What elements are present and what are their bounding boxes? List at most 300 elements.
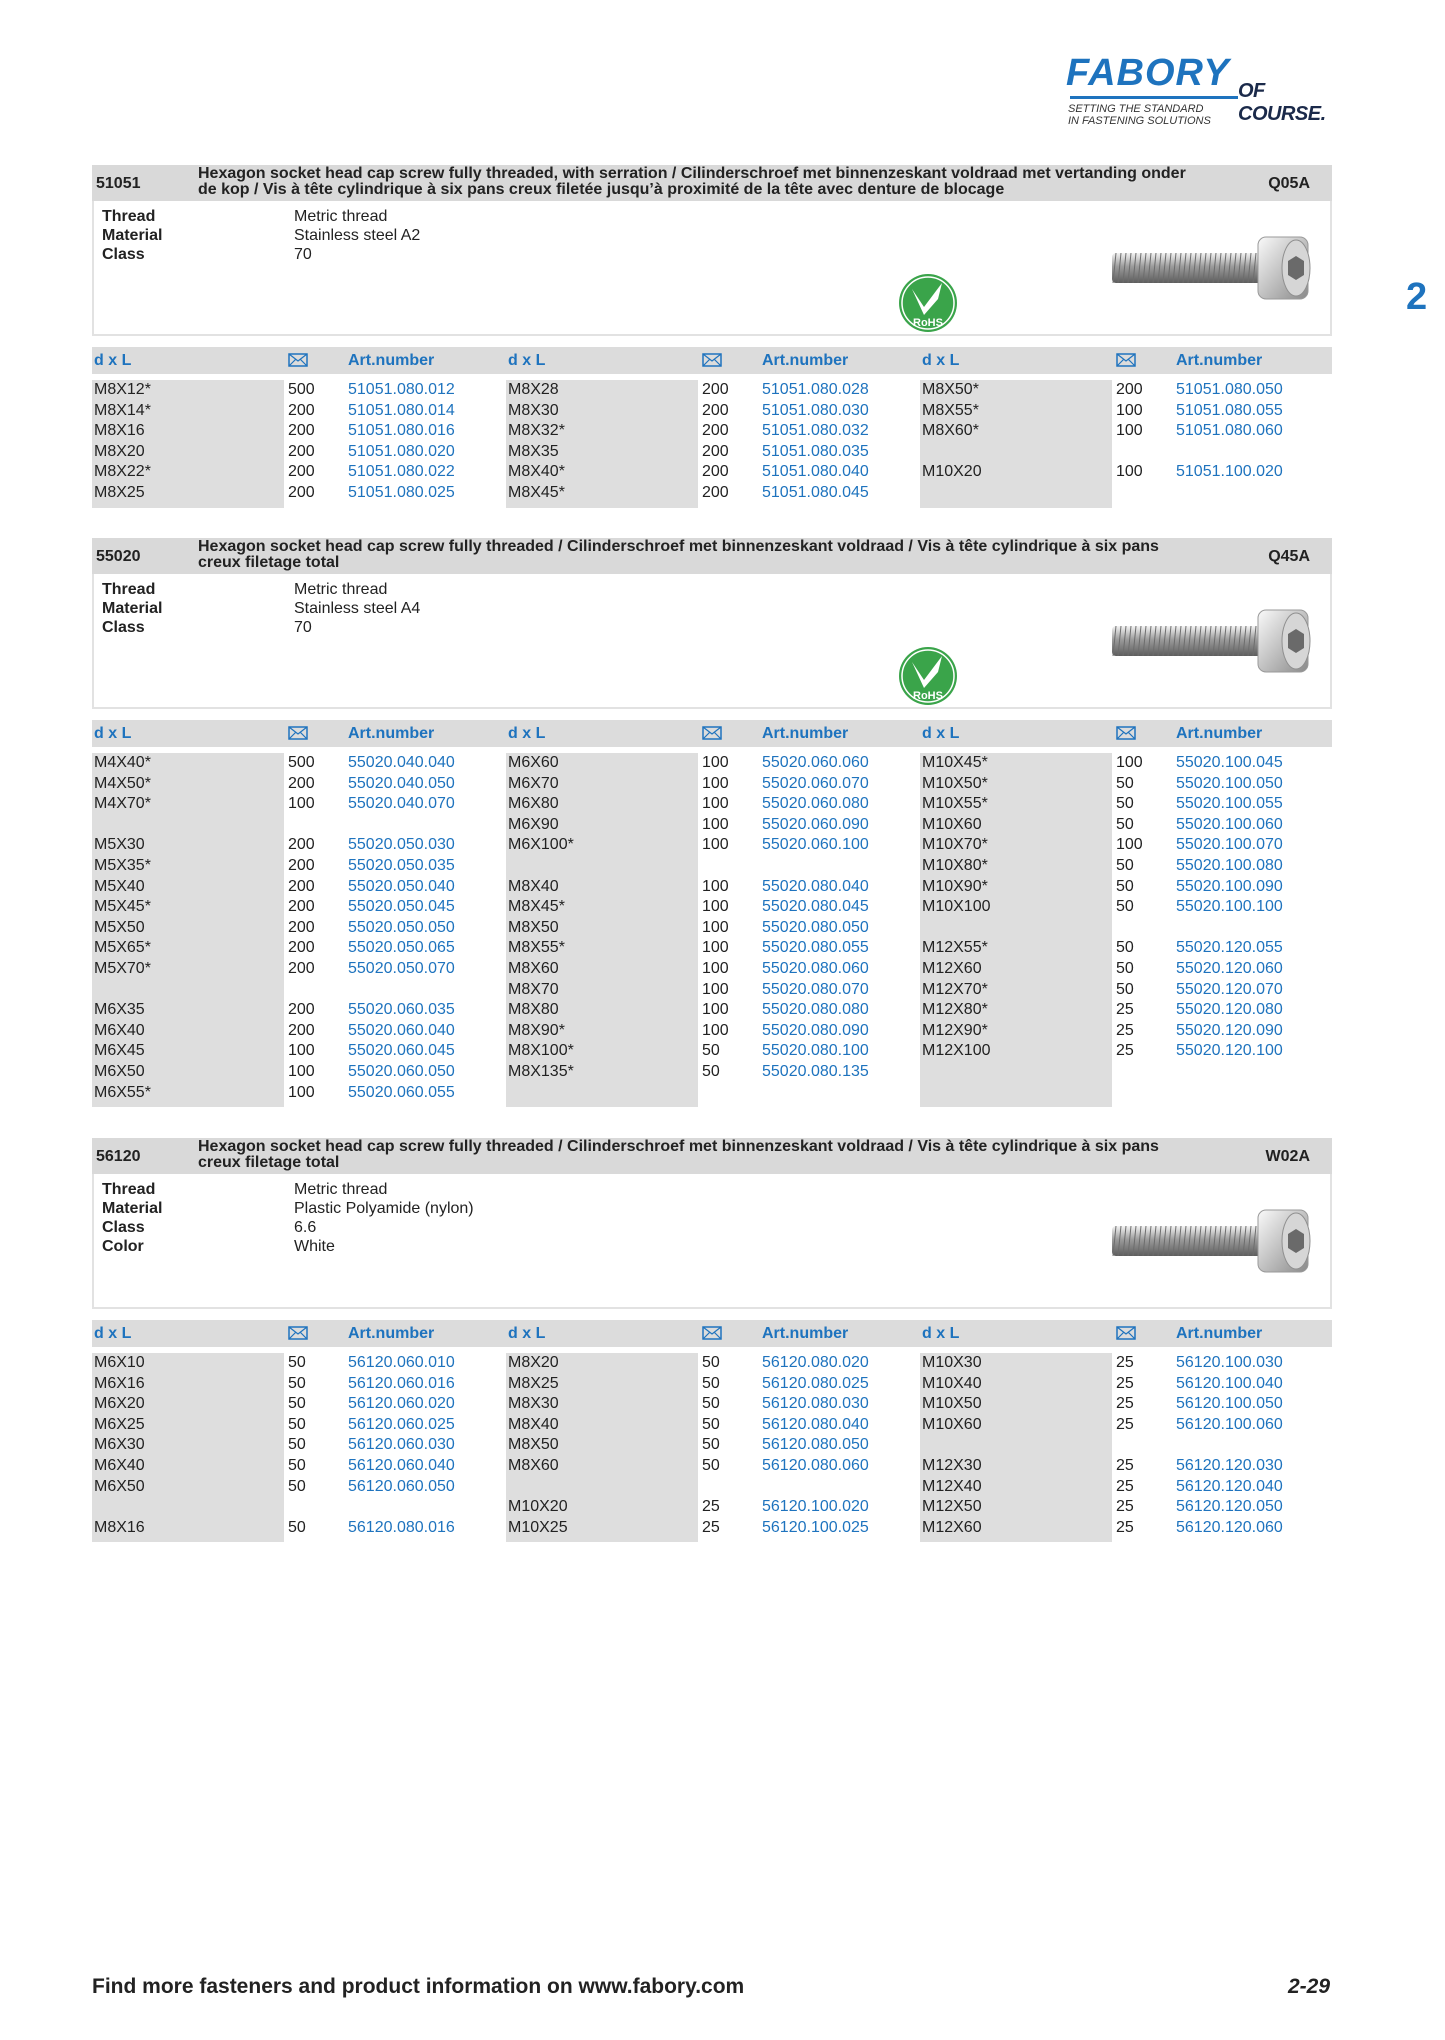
- spec-label: Class: [102, 1219, 145, 1236]
- spec-value: Metric thread: [294, 1181, 388, 1198]
- spec-label: Material: [102, 227, 163, 244]
- chapter-number: 2: [1406, 276, 1428, 318]
- spec-value: White: [294, 1238, 335, 1255]
- section-header: [92, 165, 1332, 201]
- product-table: [92, 753, 1332, 1109]
- spec-label: Class: [102, 246, 145, 263]
- size-cell: M8X40*: [508, 463, 565, 481]
- quantity-cell: 100: [1116, 463, 1143, 481]
- quantity-cell: 200: [702, 463, 729, 481]
- article-number-link[interactable]: 55020.080.100: [762, 1042, 869, 1060]
- article-number-link[interactable]: 55020.050.035: [348, 857, 455, 874]
- quantity-cell: 100: [702, 1001, 729, 1019]
- article-number-link[interactable]: 51051.080.028: [762, 381, 869, 398]
- quantity-cell: 50: [288, 1354, 306, 1371]
- quantity-cell: 50: [1116, 877, 1134, 895]
- article-number-link[interactable]: 55020.060.060: [762, 754, 869, 771]
- quantity-cell: 100: [1116, 754, 1143, 771]
- quantity-cell: 200: [702, 422, 729, 440]
- spec-row: [102, 245, 420, 264]
- spec-value: Stainless steel A4: [294, 600, 421, 617]
- size-cell: M6X80: [508, 795, 559, 813]
- size-cell: M10X55*: [922, 795, 988, 813]
- size-cell: M6X50: [94, 1477, 145, 1495]
- article-number-link[interactable]: 51051.080.020: [348, 442, 455, 460]
- size-cell: M8X20: [508, 1354, 559, 1371]
- article-number-link[interactable]: 56120.100.050: [1176, 1395, 1283, 1413]
- column-header-dxl: d x L: [94, 725, 132, 742]
- size-cell: M6X35: [94, 1001, 145, 1019]
- quantity-cell: 100: [702, 980, 729, 998]
- quantity-cell: 200: [702, 442, 729, 460]
- size-cell: M8X45*: [508, 484, 565, 501]
- spec-row: [102, 580, 420, 599]
- size-cell: M12X100: [922, 1042, 991, 1060]
- size-cell: M6X40: [94, 1021, 145, 1039]
- quantity-cell: 25: [1116, 1518, 1134, 1536]
- column-header-art: Art.number: [762, 725, 849, 742]
- article-number-link[interactable]: 56120.080.025: [762, 1374, 869, 1392]
- article-number-link[interactable]: 51051.080.016: [348, 422, 455, 440]
- section-code: 56120: [96, 1148, 141, 1165]
- section-code: 51051: [96, 175, 141, 192]
- column-header-art: Art.number: [348, 1325, 435, 1342]
- size-cell: M8X50*: [922, 381, 979, 398]
- quantity-cell: 25: [1116, 1415, 1134, 1433]
- article-number-link[interactable]: 55020.050.065: [348, 939, 455, 957]
- size-cell: M10X60: [922, 815, 982, 833]
- quantity-cell: 200: [288, 939, 315, 957]
- size-cell: M10X40: [922, 1374, 982, 1392]
- size-cell: M8X16: [94, 422, 145, 440]
- quantity-cell: 50: [702, 1042, 720, 1060]
- spec-value: Stainless steel A2: [294, 227, 421, 244]
- size-cell: M8X45*: [508, 898, 565, 916]
- quantity-cell: 50: [1116, 795, 1134, 813]
- size-cell: M10X90*: [922, 877, 988, 895]
- article-number-link[interactable]: 56120.120.060: [1176, 1518, 1283, 1536]
- quantity-cell: 25: [1116, 1001, 1134, 1019]
- size-cell: M8X40: [508, 1415, 559, 1433]
- size-cell: M8X16: [94, 1518, 145, 1536]
- article-number-link[interactable]: 55020.050.050: [348, 918, 455, 936]
- size-cell: M5X45*: [94, 898, 151, 916]
- article-number-link[interactable]: 55020.050.045: [348, 898, 455, 916]
- article-number-link[interactable]: 55020.120.100: [1176, 1042, 1283, 1060]
- spec-row: [102, 207, 420, 226]
- size-cell: M10X25: [508, 1518, 568, 1536]
- quantity-cell: 25: [1116, 1374, 1134, 1392]
- article-number-link[interactable]: 55020.060.090: [762, 815, 869, 833]
- quantity-cell: 50: [1116, 857, 1134, 874]
- quantity-cell: 25: [702, 1498, 720, 1516]
- envelope-icon: [702, 726, 722, 740]
- quantity-cell: 200: [288, 442, 315, 460]
- size-cell: M6X50: [94, 1063, 145, 1080]
- article-number-link[interactable]: 55020.050.070: [348, 960, 455, 977]
- spec-row: [102, 1237, 474, 1256]
- size-cell: M8X30: [508, 401, 559, 419]
- size-cell: M10X20: [508, 1498, 568, 1516]
- article-number-link[interactable]: 55020.040.040: [348, 754, 455, 771]
- article-number-link[interactable]: 56120.060.010: [348, 1354, 455, 1371]
- section-title: Hexagon socket head cap screw fully threaded / Cilinderschroef met binnenzeskant voldraad / Vis à tête cylindrique à six pans creux filetage total: [198, 1138, 1159, 1171]
- size-cell: M12X30: [922, 1457, 982, 1474]
- footer-text: Find more fasteners and product information on www.fabory.com: [92, 1975, 745, 1998]
- spec-row: [102, 226, 420, 245]
- article-number-link[interactable]: 56120.060.025: [348, 1415, 455, 1433]
- quality-code: W02A: [1265, 1148, 1310, 1165]
- quantity-cell: 100: [288, 795, 315, 813]
- quantity-cell: 200: [288, 401, 315, 419]
- section-header: [92, 1138, 1332, 1174]
- article-number-link[interactable]: 56120.100.040: [1176, 1374, 1283, 1392]
- quantity-cell: 25: [1116, 1354, 1134, 1371]
- spec-row: [102, 618, 420, 637]
- table-header: [92, 347, 1332, 374]
- quantity-cell: 500: [288, 754, 315, 771]
- article-number-link[interactable]: 55020.100.090: [1176, 877, 1283, 895]
- article-number-link[interactable]: 56120.060.050: [348, 1477, 455, 1495]
- quantity-cell: 50: [288, 1436, 306, 1454]
- spec-row: [102, 1199, 474, 1218]
- article-number-link[interactable]: 55020.080.080: [762, 1001, 869, 1019]
- article-number-link[interactable]: 56120.080.040: [762, 1415, 869, 1433]
- quantity-cell: 25: [702, 1518, 720, 1536]
- article-number-link[interactable]: 56120.080.030: [762, 1395, 869, 1413]
- spec-value: Metric thread: [294, 581, 388, 598]
- article-number-link[interactable]: 56120.100.020: [762, 1498, 869, 1516]
- quantity-cell: 200: [288, 422, 315, 440]
- article-number-link[interactable]: 51051.100.020: [1176, 463, 1283, 481]
- quantity-cell: 50: [702, 1374, 720, 1392]
- quantity-cell: 200: [288, 898, 315, 916]
- article-number-link[interactable]: 55020.080.055: [762, 939, 869, 957]
- article-number-link[interactable]: 55020.060.045: [348, 1042, 455, 1060]
- size-cell: M8X20: [94, 442, 145, 460]
- article-number-link[interactable]: 55020.100.070: [1176, 836, 1283, 854]
- column-header-art: Art.number: [762, 1325, 849, 1342]
- quantity-cell: 100: [702, 898, 729, 916]
- quantity-cell: 50: [702, 1415, 720, 1433]
- article-number-link[interactable]: 51051.080.050: [1176, 381, 1283, 398]
- article-number-link[interactable]: 55020.080.135: [762, 1063, 869, 1080]
- article-number-link[interactable]: 55020.040.050: [348, 774, 455, 792]
- article-number-link[interactable]: 55020.060.080: [762, 795, 869, 813]
- article-number-link[interactable]: 55020.120.090: [1176, 1021, 1283, 1039]
- size-cell: M8X25: [94, 484, 145, 501]
- quantity-cell: 50: [702, 1436, 720, 1454]
- size-cell: M5X35*: [94, 857, 151, 874]
- article-number-link[interactable]: 51051.080.025: [348, 484, 455, 501]
- logo-brand: FABORY: [1066, 52, 1230, 94]
- spec-value: Plastic Polyamide (nylon): [294, 1200, 474, 1217]
- size-cell: M5X30: [94, 836, 145, 854]
- quantity-cell: 100: [702, 960, 729, 977]
- size-cell: M8X14*: [94, 401, 151, 419]
- article-number-link[interactable]: 56120.120.030: [1176, 1457, 1283, 1474]
- quantity-cell: 50: [288, 1415, 306, 1433]
- article-number-link[interactable]: 55020.060.050: [348, 1063, 455, 1080]
- quantity-cell: 50: [702, 1063, 720, 1080]
- size-cell: M8X60*: [922, 422, 979, 440]
- size-cell: M8X55*: [922, 401, 979, 419]
- quantity-cell: 100: [702, 918, 729, 936]
- quantity-cell: 500: [288, 381, 315, 398]
- article-number-link[interactable]: 51051.080.040: [762, 463, 869, 481]
- size-cell: M8X25: [508, 1374, 559, 1392]
- article-number-link[interactable]: 51051.080.030: [762, 401, 869, 419]
- column-header-art: Art.number: [1176, 725, 1263, 742]
- logo-slogan: OF COURSE.: [1238, 80, 1326, 125]
- article-number-link[interactable]: 56120.060.040: [348, 1457, 455, 1474]
- quantity-cell: 25: [1116, 1021, 1134, 1039]
- spec-value: 6.6: [294, 1219, 317, 1236]
- column-header-art: Art.number: [348, 352, 435, 369]
- quantity-cell: 100: [702, 1021, 729, 1039]
- product-table: [92, 380, 1332, 510]
- article-number-link[interactable]: 56120.060.020: [348, 1395, 455, 1413]
- article-number-link[interactable]: 55020.080.060: [762, 960, 869, 977]
- article-number-link[interactable]: 51051.080.022: [348, 463, 455, 481]
- column-header-dxl: d x L: [508, 352, 546, 369]
- spec-list: [102, 580, 420, 637]
- column-header-art: Art.number: [1176, 1325, 1263, 1342]
- envelope-icon: [288, 1326, 308, 1340]
- article-number-link[interactable]: 51051.080.035: [762, 442, 869, 460]
- envelope-icon: [1116, 1326, 1136, 1340]
- quantity-cell: 25: [1116, 1457, 1134, 1474]
- quality-code: Q05A: [1268, 175, 1310, 192]
- article-number-link[interactable]: 55020.120.080: [1176, 1001, 1283, 1019]
- article-number-link[interactable]: 55020.100.045: [1176, 754, 1283, 771]
- size-cell: M6X70: [508, 774, 559, 792]
- size-cell: M10X60: [922, 1415, 982, 1433]
- quantity-cell: 200: [702, 381, 729, 398]
- quantity-cell: 100: [1116, 836, 1143, 854]
- quantity-cell: 200: [288, 1021, 315, 1039]
- column-header-dxl: d x L: [508, 725, 546, 742]
- quantity-cell: 200: [288, 463, 315, 481]
- quantity-cell: 200: [288, 1001, 315, 1019]
- article-number-link[interactable]: 55020.100.080: [1176, 857, 1283, 874]
- size-cell: M8X90*: [508, 1021, 565, 1039]
- spec-row: [102, 1218, 474, 1237]
- article-number-link[interactable]: 55020.050.040: [348, 877, 455, 895]
- article-number-link[interactable]: 56120.080.050: [762, 1436, 869, 1454]
- article-number-link[interactable]: 51051.080.060: [1176, 422, 1283, 440]
- envelope-icon: [288, 726, 308, 740]
- spec-label: Material: [102, 600, 163, 617]
- article-number-link[interactable]: 56120.080.060: [762, 1457, 869, 1474]
- spec-list: [102, 207, 420, 264]
- quantity-cell: 50: [1116, 980, 1134, 998]
- article-number-link[interactable]: 51051.080.045: [762, 484, 869, 501]
- section-header: [92, 538, 1332, 574]
- size-cell: M6X90: [508, 815, 559, 833]
- size-cell: M6X30: [94, 1436, 145, 1454]
- article-number-link[interactable]: 56120.100.030: [1176, 1354, 1283, 1371]
- product-section-51051: [92, 165, 1332, 510]
- quantity-cell: 25: [1116, 1395, 1134, 1413]
- quantity-cell: 200: [702, 484, 729, 501]
- article-number-link[interactable]: 56120.060.030: [348, 1436, 455, 1454]
- column-header-art: Art.number: [762, 352, 849, 369]
- quantity-cell: 100: [702, 939, 729, 957]
- screw-image: [1108, 604, 1318, 676]
- quantity-cell: 100: [702, 815, 729, 833]
- spec-label: Thread: [102, 208, 156, 225]
- size-cell: M6X45: [94, 1042, 145, 1060]
- article-number-link[interactable]: 55020.120.055: [1176, 939, 1283, 957]
- size-cell: M5X50: [94, 918, 145, 936]
- size-cell: M12X70*: [922, 980, 988, 998]
- quantity-cell: 100: [288, 1042, 315, 1060]
- article-number-link[interactable]: 56120.100.025: [762, 1518, 869, 1536]
- size-cell: M8X55*: [508, 939, 565, 957]
- size-cell: M8X22*: [94, 463, 151, 481]
- spec-box: [92, 201, 1332, 336]
- quantity-cell: 50: [288, 1518, 306, 1536]
- article-number-link[interactable]: 56120.100.060: [1176, 1415, 1283, 1433]
- article-number-link[interactable]: 51051.080.012: [348, 381, 455, 398]
- article-number-link[interactable]: 55020.080.045: [762, 898, 869, 916]
- article-number-link[interactable]: 55020.060.070: [762, 774, 869, 792]
- column-header-dxl: d x L: [922, 352, 960, 369]
- article-number-link[interactable]: 55020.100.055: [1176, 795, 1283, 813]
- spec-list: [102, 1180, 474, 1256]
- article-number-link[interactable]: 55020.080.070: [762, 980, 869, 998]
- article-number-link[interactable]: 55020.120.070: [1176, 980, 1283, 998]
- envelope-icon: [288, 353, 308, 367]
- column-header-dxl: d x L: [922, 1325, 960, 1342]
- column-header-art: Art.number: [348, 725, 435, 742]
- article-number-link[interactable]: 55020.050.030: [348, 836, 455, 854]
- product-section-56120: [92, 1138, 1332, 1544]
- article-number-link[interactable]: 55020.080.050: [762, 918, 869, 936]
- quantity-cell: 100: [702, 877, 729, 895]
- article-number-link[interactable]: 55020.080.040: [762, 877, 869, 895]
- rohs-badge-icon: [898, 646, 958, 706]
- quantity-cell: 100: [288, 1083, 315, 1101]
- size-cell: M12X50: [922, 1498, 982, 1516]
- article-number-link[interactable]: 56120.120.040: [1176, 1477, 1283, 1495]
- spec-label: Color: [102, 1238, 144, 1255]
- size-cell: M10X45*: [922, 754, 988, 771]
- column-header-dxl: d x L: [94, 1325, 132, 1342]
- spec-label: Thread: [102, 1181, 156, 1198]
- size-cell: M10X50: [922, 1395, 982, 1413]
- spec-value: 70: [294, 619, 312, 636]
- size-cell: M6X10: [94, 1354, 145, 1371]
- quantity-cell: 50: [1116, 774, 1134, 792]
- article-number-link[interactable]: 51051.080.055: [1176, 401, 1283, 419]
- size-cell: M6X40: [94, 1457, 145, 1474]
- quantity-cell: 100: [702, 836, 729, 854]
- size-cell: M10X80*: [922, 857, 988, 874]
- envelope-icon: [1116, 726, 1136, 740]
- size-cell: M8X135*: [508, 1063, 574, 1080]
- size-cell: M10X20: [922, 463, 982, 481]
- quantity-cell: 200: [288, 857, 315, 874]
- article-number-link[interactable]: 56120.080.016: [348, 1518, 455, 1536]
- envelope-icon: [1116, 353, 1136, 367]
- article-number-link[interactable]: 55020.100.050: [1176, 774, 1283, 792]
- envelope-icon: [702, 353, 722, 367]
- size-cell: M6X25: [94, 1415, 145, 1433]
- size-cell: M6X16: [94, 1374, 145, 1392]
- quantity-cell: 200: [288, 918, 315, 936]
- article-number-link[interactable]: 55020.060.040: [348, 1021, 455, 1039]
- envelope-icon: [702, 1326, 722, 1340]
- size-cell: M6X100*: [508, 836, 574, 854]
- column-header-art: Art.number: [1176, 352, 1263, 369]
- size-cell: M8X60: [508, 960, 559, 977]
- quantity-cell: 50: [1116, 898, 1134, 916]
- size-cell: M8X100*: [508, 1042, 574, 1060]
- quantity-cell: 50: [702, 1354, 720, 1371]
- size-cell: M12X55*: [922, 939, 988, 957]
- size-cell: M8X70: [508, 980, 559, 998]
- article-number-link[interactable]: 55020.060.100: [762, 836, 869, 854]
- spec-label: Thread: [102, 581, 156, 598]
- article-number-link[interactable]: 56120.080.020: [762, 1354, 869, 1371]
- size-cell: M8X12*: [94, 381, 151, 398]
- size-cell: M12X60: [922, 1518, 982, 1536]
- section-title: Hexagon socket head cap screw fully threaded, with serration / Cilinderschroef met binnenzeskant voldraad met vertanding onder de kop / Vis à tête cylindrique à six pans creux filetée jusqu’à proximité de la tête avec denture de blocage: [198, 165, 1186, 198]
- svg-text:RoHS: RoHS: [913, 317, 943, 329]
- table-header: [92, 720, 1332, 747]
- quantity-cell: 100: [1116, 422, 1143, 440]
- rohs-badge-icon: [898, 273, 958, 333]
- article-number-link[interactable]: 56120.060.016: [348, 1374, 455, 1392]
- article-number-link[interactable]: 55020.120.060: [1176, 960, 1283, 977]
- article-number-link[interactable]: 56120.120.050: [1176, 1498, 1283, 1516]
- quantity-cell: 50: [702, 1457, 720, 1474]
- screw-image: [1108, 1204, 1318, 1276]
- article-number-link[interactable]: 51051.080.032: [762, 422, 869, 440]
- size-cell: M10X30: [922, 1354, 982, 1371]
- size-cell: M8X40: [508, 877, 559, 895]
- size-cell: M8X50: [508, 1436, 559, 1454]
- size-cell: M12X60: [922, 960, 982, 977]
- quantity-cell: 50: [702, 1395, 720, 1413]
- quantity-cell: 200: [1116, 381, 1143, 398]
- screw-image: [1108, 231, 1318, 303]
- article-number-link[interactable]: 55020.060.055: [348, 1083, 455, 1101]
- article-number-link[interactable]: 55020.080.090: [762, 1021, 869, 1039]
- quantity-cell: 100: [1116, 401, 1143, 419]
- quantity-cell: 200: [288, 774, 315, 792]
- size-cell: M6X20: [94, 1395, 145, 1413]
- size-cell: M5X65*: [94, 939, 151, 957]
- article-number-link[interactable]: 55020.040.070: [348, 795, 455, 813]
- article-number-link[interactable]: 55020.100.100: [1176, 898, 1283, 916]
- quantity-cell: 50: [288, 1374, 306, 1392]
- article-number-link[interactable]: 55020.060.035: [348, 1001, 455, 1019]
- size-cell: M4X50*: [94, 774, 151, 792]
- article-number-link[interactable]: 55020.100.060: [1176, 815, 1283, 833]
- quantity-cell: 50: [1116, 960, 1134, 977]
- size-cell: M10X70*: [922, 836, 988, 854]
- spec-row: [102, 599, 420, 618]
- spec-value: 70: [294, 246, 312, 263]
- quantity-cell: 100: [702, 754, 729, 771]
- article-number-link[interactable]: 51051.080.014: [348, 401, 455, 419]
- quantity-cell: 50: [1116, 939, 1134, 957]
- size-cell: M4X40*: [94, 754, 151, 771]
- column-header-dxl: d x L: [508, 1325, 546, 1342]
